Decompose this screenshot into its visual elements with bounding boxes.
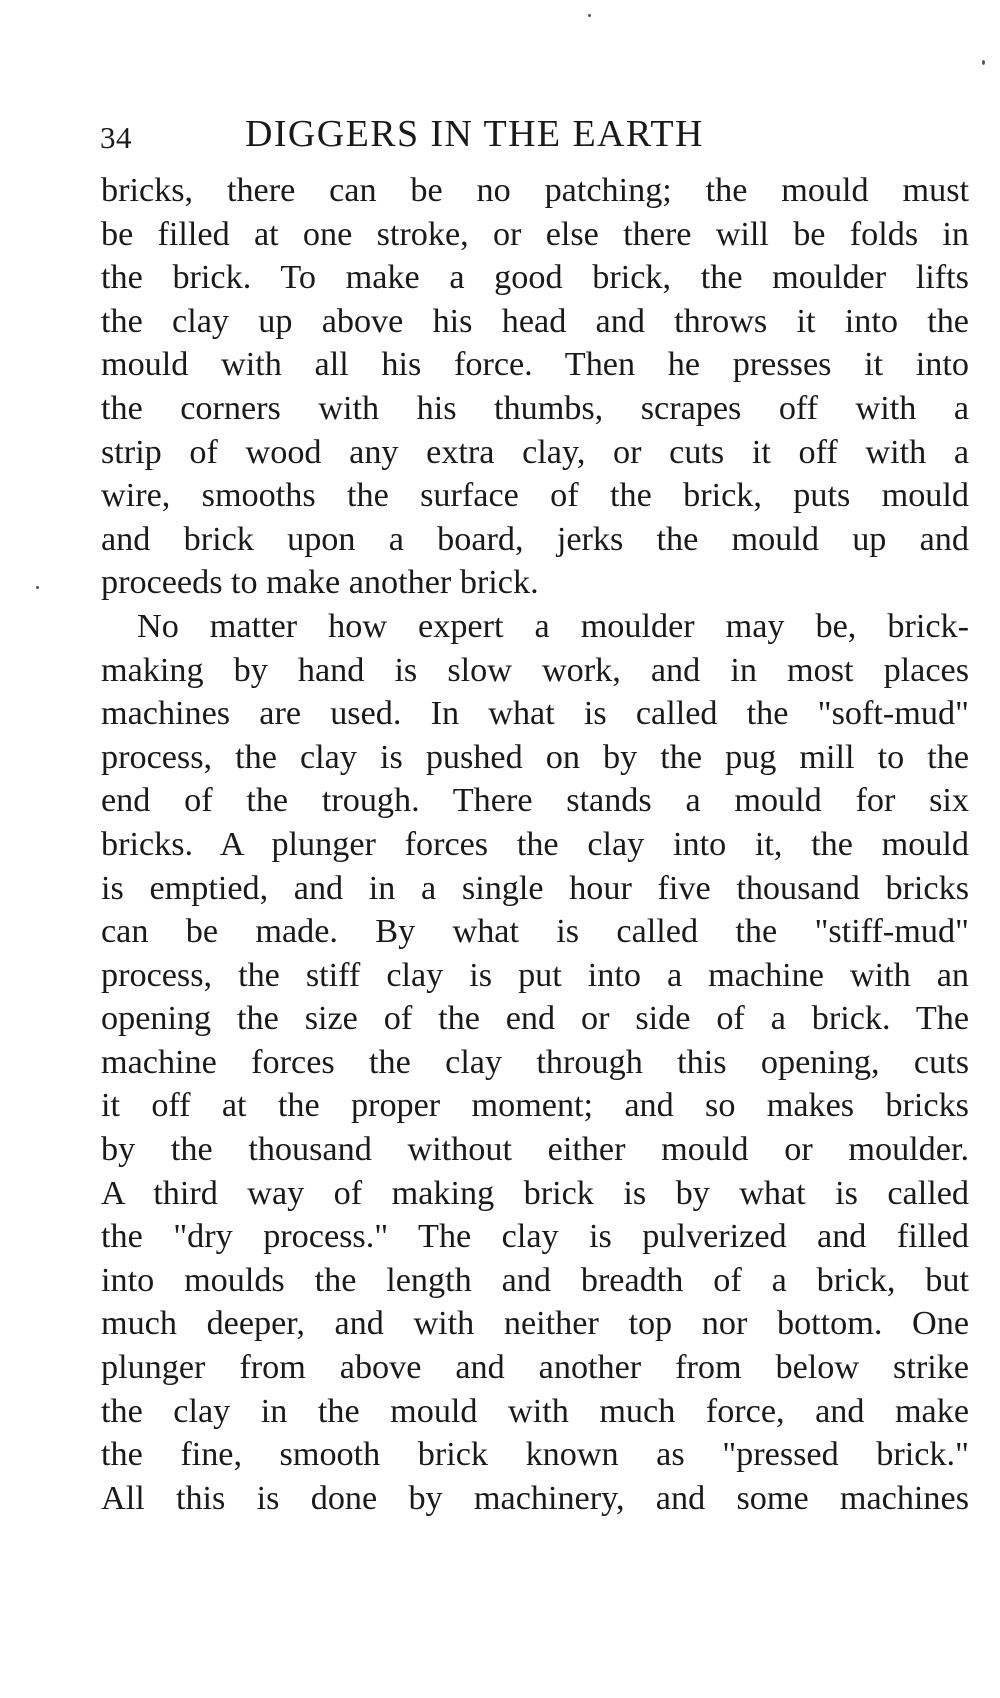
text-line: end of the trough. There stands a mould for six: [101, 782, 969, 820]
text-line: the corners with his thumbs, scrapes off with a: [101, 389, 969, 427]
ink-speck: [36, 586, 39, 589]
running-title: DIGGERS IN THE EARTH: [245, 113, 704, 155]
text-line: bricks. A plunger forces the clay into it, the mould: [101, 825, 969, 863]
text-line: the fine, smooth brick known as "pressed brick.": [101, 1436, 969, 1474]
text-line: much deeper, and with neither top nor bottom. One: [101, 1305, 969, 1343]
text-line: proceeds to make another brick.: [101, 564, 539, 602]
text-line: All this is done by machinery, and some machines: [101, 1479, 969, 1517]
text-line: the brick. To make a good brick, the moulder lifts: [101, 259, 969, 297]
body-text: [101, 169, 969, 1520]
text-line: be filled at one stroke, or else there will be folds in: [101, 215, 969, 253]
text-line: mould with all his force. Then he presses it into: [101, 346, 969, 384]
text-line: by the thousand without either mould or moulder.: [101, 1131, 969, 1169]
text-line: strip of wood any extra clay, or cuts it off with a: [101, 433, 969, 471]
text-line: the clay in the mould with much force, and make: [101, 1392, 969, 1430]
ink-speck: [588, 14, 591, 17]
text-line: opening the size of the end or side of a brick. The: [101, 1000, 969, 1038]
text-line: No matter how expert a moulder may be, brick-: [137, 607, 969, 645]
text-line: and brick upon a board, jerks the mould up and: [101, 520, 969, 558]
text-line: can be made. By what is called the "stiff-mud": [101, 913, 969, 951]
text-line: making by hand is slow work, and in most places: [101, 651, 969, 689]
text-line: plunger from above and another from below strike: [101, 1349, 969, 1387]
text-line: the clay up above his head and throws it into the: [101, 302, 969, 340]
page-header: [100, 112, 980, 162]
text-line: machine forces the clay through this opening, cuts: [101, 1043, 969, 1081]
text-line: is emptied, and in a single hour five thousand bricks: [101, 869, 969, 907]
ink-speck: [982, 60, 985, 65]
text-line: wire, smooths the surface of the brick, puts mould: [101, 477, 969, 515]
text-line: A third way of making brick is by what is called: [101, 1174, 969, 1212]
text-line: into moulds the length and breadth of a brick, but: [101, 1261, 969, 1299]
page-number: 34: [100, 120, 132, 155]
text-line: process, the stiff clay is put into a machine with an: [101, 956, 969, 994]
text-line: machines are used. In what is called the "soft-mud": [101, 695, 969, 733]
text-line: process, the clay is pushed on by the pug mill to the: [101, 738, 969, 776]
text-line: bricks, there can be no patching; the mould must: [101, 172, 969, 209]
text-line: it off at the proper moment; and so makes bricks: [101, 1087, 969, 1125]
text-line: the "dry process." The clay is pulverized and filled: [101, 1218, 969, 1256]
